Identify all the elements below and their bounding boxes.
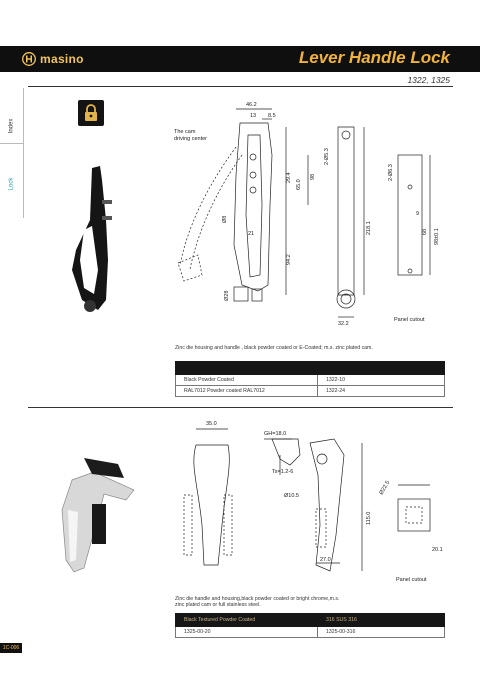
callout-cam-line1: The cam: [174, 129, 196, 135]
description-1322: Zinc die housing and handle , black powder coated or E-Coated; m.s. zinc plated cam.: [175, 345, 373, 351]
dim-13: 13: [250, 113, 257, 119]
dim-d8: Ø8: [222, 215, 228, 223]
header-divider: [28, 86, 453, 87]
product-photo-1322: [62, 160, 132, 330]
dim-8-5: 8.5: [268, 113, 276, 119]
table-row: Black Powder Coated 1322-10: [176, 375, 445, 386]
dim-2-d5-3: 2-Ø5.3: [324, 148, 330, 165]
brand-name: masino: [40, 52, 84, 66]
model-numbers: 1322, 1325: [407, 75, 450, 85]
padlock-icon: [83, 104, 99, 122]
dim-65: 65.0: [296, 179, 302, 190]
dim-32-2: 32.2: [338, 321, 349, 327]
tab-divider: [0, 143, 23, 144]
dim-35: 35.0: [206, 421, 217, 427]
section-divider: [28, 407, 453, 408]
description-1325: Zinc die handle and housing,black powder coated or bright chrome,m.s. zinc plated cam or full stainless steel.: [175, 596, 340, 608]
dim-68: 68: [422, 228, 428, 235]
brand-logo: [22, 49, 84, 69]
page-title: Lever Handle Lock: [298, 48, 450, 67]
masino-logo-icon: [22, 52, 36, 66]
table-row: 1325-00-20 1325-00-316: [176, 627, 445, 638]
dim-9: 9: [416, 211, 420, 217]
lock-category-icon: [78, 100, 104, 126]
dim-gh-18: GH=18.0: [264, 431, 287, 437]
spec-table-1325: [175, 613, 445, 638]
table-header-row: Black Textured Powder Coated 316 SUS 316: [176, 614, 445, 627]
spec-table-1322: [175, 361, 445, 397]
dim-46-2: 46.2: [246, 102, 257, 108]
dim-d28: Ø28: [224, 290, 230, 301]
table-header-row: [176, 362, 445, 375]
dim-218-1: 218.1: [366, 221, 372, 235]
dim-29-4: 29.4: [286, 172, 292, 183]
dim-21: 21: [248, 231, 255, 237]
tab-lock[interactable]: Lock: [8, 177, 15, 191]
panel-cutout-label-1: Panel cutout: [394, 317, 425, 323]
dim-98-tol: 98±0.1: [434, 228, 440, 245]
dim-2-d6-3: 2-Ø6.3: [388, 164, 394, 181]
technical-drawing-1325: [180, 415, 455, 585]
dim-d10-5: Ø10.5: [284, 493, 299, 499]
callout-cam-line2: driving center: [174, 136, 208, 142]
tab-index[interactable]: Index: [8, 118, 15, 134]
dim-94-2: 94.2: [286, 254, 292, 265]
dim-20-1: 20.1: [432, 547, 443, 553]
dim-ts: Ts=1.2-6: [272, 469, 294, 475]
panel-cutout-label-2: Panel cutout: [396, 577, 427, 583]
product-photo-1325: [54, 450, 144, 575]
page-code: 1C-006: [0, 643, 22, 653]
table-row: RAL7012 Powder coated RAL7012 1322-24: [176, 386, 445, 397]
dim-27: 27.0: [320, 557, 331, 563]
technical-drawing-1322: [168, 95, 458, 330]
dim-d22-5: Ø22.5: [378, 480, 392, 496]
dim-98: 98: [310, 173, 316, 180]
dim-115: 115.0: [366, 511, 372, 525]
